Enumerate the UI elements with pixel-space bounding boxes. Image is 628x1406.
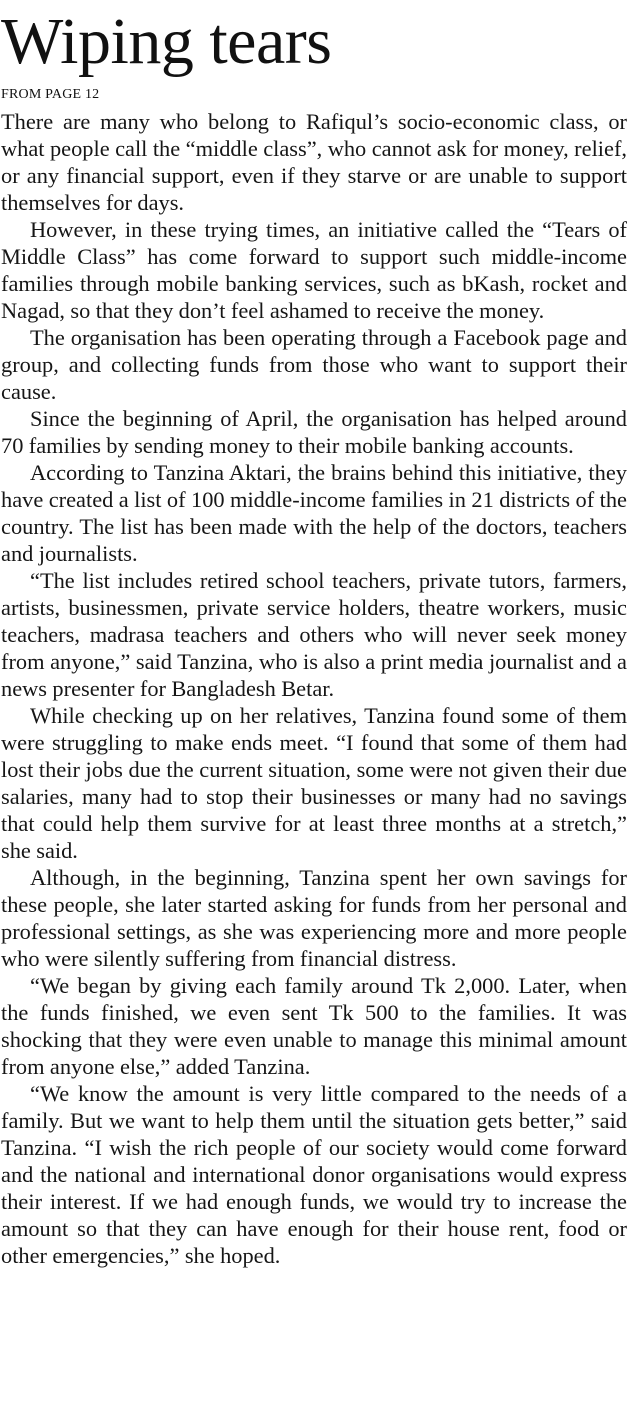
paragraph: “We know the amount is very little compared to the needs of a family. But we want to help them until the situation gets better,” said Tanzina. “I wish the rich people of our society would come forward and the national and international donor organisations would express their interest. If we had enough funds, we would try to increase the amount so that they can have enough for their house rent, food or other emergencies,” she hoped. [1, 1081, 627, 1268]
paragraph: “We began by giving each family around Tk 2,000. Later, when the funds finished, we even sent Tk 500 to the families. It was shocking that they were even unable to manage this minimal amount from anyone else,” added Tanzina. [1, 973, 627, 1079]
paragraph: While checking up on her relatives, Tanzina found some of them were struggling to make ends meet. “I found that some of them had lost their jobs due the current situation, some were not given their due salaries, many had to stop their businesses or many had no savings that could help them survive for at least three months at a stretch,” she said. [1, 703, 627, 863]
paragraph: There are many who belong to Rafiqul’s socio-economic class, or what people call the “middle class”, who cannot ask for money, relief, or any financial support, even if they starve or are unable to support themselves for days. [1, 109, 627, 215]
paragraph: Although, in the beginning, Tanzina spent her own savings for these people, she later started asking for funds from her personal and professional settings, as she was experiencing more and more people who were silently suffering from financial distress. [1, 865, 627, 971]
article-body [1, 108, 627, 1269]
paragraph: However, in these trying times, an initiative called the “Tears of Middle Class” has come forward to support such middle-income families through mobile banking services, such as bKash, rocket and Nagad, so that they don’t feel ashamed to receive the money. [1, 217, 627, 323]
headline: Wiping tears [1, 5, 332, 78]
paragraph: “The list includes retired school teachers, private tutors, farmers, artists, businessmen, private service holders, theatre workers, music teachers, madrasa teachers and others who will never seek money from anyone,” said Tanzina, who is also a print media journalist and a news presenter for Bangladesh Betar. [1, 568, 627, 701]
paragraph: The organisation has been operating through a Facebook page and group, and collecting funds from those who want to support their cause. [1, 325, 627, 404]
jump-line: FROM PAGE 12 [1, 87, 100, 102]
paragraph: Since the beginning of April, the organisation has helped around 70 families by sending money to their mobile banking accounts. [1, 406, 627, 458]
article [1, 0, 627, 1269]
paragraph: According to Tanzina Aktari, the brains behind this initiative, they have created a list of 100 middle-income families in 21 districts of the country. The list has been made with the help of the doctors, teachers and journalists. [1, 460, 627, 566]
